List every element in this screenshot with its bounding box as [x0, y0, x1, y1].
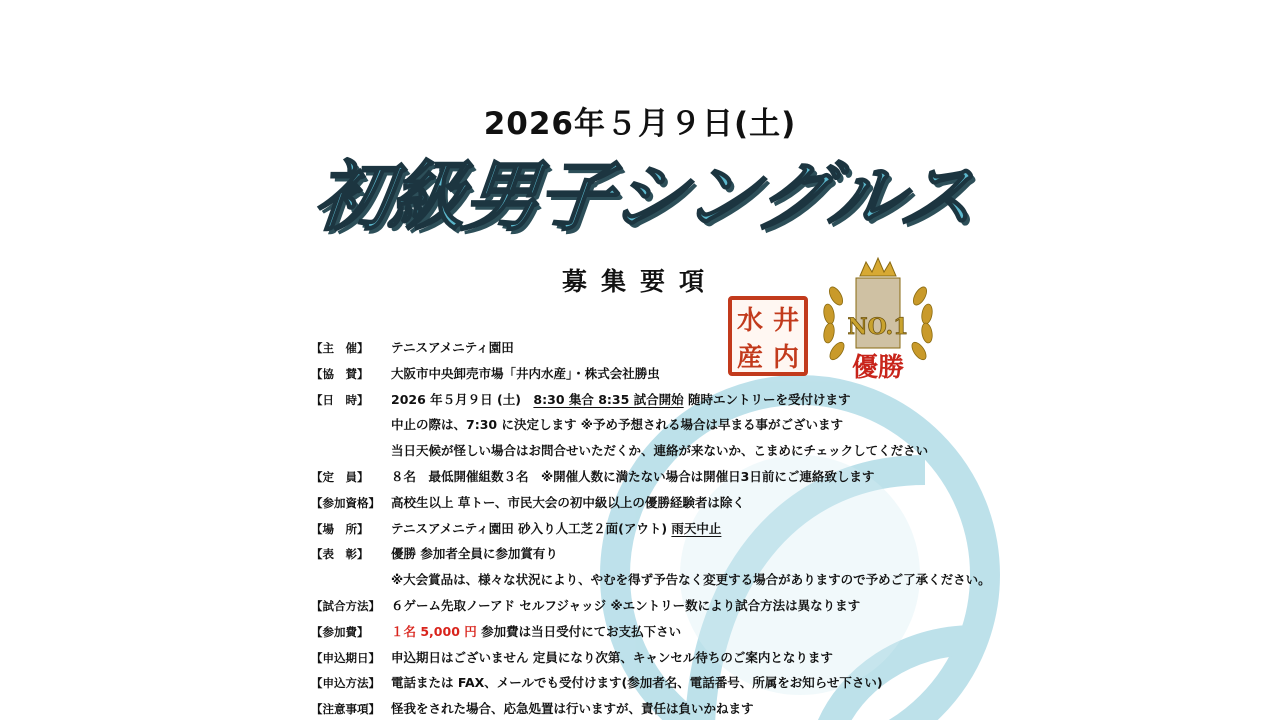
detail-row: [311, 441, 1031, 467]
detail-segment: ８名 最低開催組数３名 ※開催人数に満たない場合は開催日3日前にご連絡致します: [391, 468, 875, 484]
detail-text: [391, 596, 860, 616]
detail-row: [311, 467, 1031, 493]
detail-text: [391, 519, 721, 539]
stamp-char: 井: [772, 306, 799, 336]
stamp-char: 水: [736, 306, 763, 336]
detail-row: [311, 338, 1031, 364]
main-title-container: [310, 136, 979, 251]
detail-text: [391, 648, 833, 668]
detail-text: [391, 338, 514, 358]
detail-segment: 電話または FAX、メールでも受付けます(参加者名、電話番号、所属をお知らせ下さい): [391, 675, 883, 691]
detail-segment: テニスアメニティ園田 砂入り人工芝２面(アウト): [391, 520, 672, 536]
detail-segment: 怪我をされた場合、応急処置は行いますが、責任は負いかねます: [391, 701, 754, 717]
detail-row: [311, 622, 1031, 648]
detail-row: [311, 415, 1031, 441]
detail-segment: 当日天候が怪しい場合はお問合せいただくか、連絡が来ないか、こまめにチェックしてください: [391, 443, 929, 459]
stamp-char: 内: [772, 343, 799, 373]
detail-label: 【表 彰】: [311, 547, 369, 562]
crown-icon: [860, 258, 896, 276]
event-details: [311, 338, 1031, 725]
detail-row: [311, 519, 1031, 545]
detail-label: 【参加費】: [311, 624, 369, 639]
detail-row: [311, 544, 1031, 570]
detail-text: [391, 415, 843, 435]
detail-segment: 申込期日はございません 定員になり次第、キャンセル待ちのご案内となります: [391, 649, 833, 665]
underlined-text: 8:30 集合 8:35 試合開始: [533, 391, 684, 407]
detail-text: [391, 441, 928, 461]
underlined-text: 雨天中止: [671, 520, 722, 536]
detail-row: [311, 570, 1031, 596]
detail-row: [311, 673, 1031, 699]
detail-text: [391, 390, 851, 410]
detail-text: [391, 364, 660, 384]
detail-row: [311, 493, 1031, 519]
detail-text: [391, 673, 883, 693]
main-title: 初級男子シングルス: [310, 152, 979, 241]
detail-segment: 中止の際は、7:30 に決定します ※予め予想される場合は早まる事がございます: [391, 417, 843, 433]
detail-label: 【参加資格】: [311, 495, 380, 510]
detail-segment: 参加費は当日受付にてお支払下さい: [476, 623, 682, 639]
detail-row: [311, 390, 1031, 416]
detail-text: [391, 493, 745, 513]
detail-label: 【主 催】: [311, 341, 369, 355]
subtitle: 募集要項: [561, 267, 718, 296]
detail-row: [311, 699, 1031, 725]
detail-segment: テニスアメニティ園田: [391, 340, 514, 355]
emblem-victory-text: 優勝: [851, 353, 905, 383]
detail-label: 【注意事項】: [311, 702, 380, 717]
detail-segment: 優勝 参加者全員に参加賞有り: [391, 546, 558, 562]
detail-label: 【試合方法】: [311, 598, 380, 613]
detail-text: [391, 622, 681, 642]
emblem-no1-text: NO.1: [847, 314, 909, 340]
detail-label: 【申込方法】: [311, 676, 380, 691]
detail-text: [391, 467, 874, 487]
detail-row: [311, 648, 1031, 674]
stamp-char: 産: [736, 343, 763, 373]
event-date: 2026年５月９日(土): [483, 106, 797, 142]
detail-label: 【申込期日】: [311, 650, 380, 665]
fee-highlight: １名 5,000 円: [391, 623, 477, 639]
detail-row: [311, 596, 1031, 622]
detail-label: 【日 時】: [311, 392, 369, 407]
detail-segment: 随時エントリーを受付けます: [683, 391, 851, 407]
detail-label: 【場 所】: [311, 521, 369, 536]
detail-segment: 高校生以上 草トー、市民大会の初中級以上の優勝経験者は除く: [391, 494, 745, 510]
detail-segment: ６ゲーム先取ノーアド セルフジャッジ ※エントリー数により試合方法は異なります: [391, 597, 861, 613]
detail-segment: 大阪市中央卸売市場「井内水産」・株式会社勝虫: [391, 365, 660, 381]
detail-segment: 2026 年５月９日 (土): [391, 391, 534, 407]
detail-label: 【協 賛】: [311, 366, 369, 381]
detail-text: [391, 570, 991, 590]
detail-segment: ※大会賞品は、様々な状況により、やむを得ず予告なく変更する場合がありますので予めご了承ください。: [391, 572, 991, 588]
detail-text: [391, 699, 754, 719]
detail-row: [311, 364, 1031, 390]
detail-text: [391, 544, 558, 564]
detail-label: 【定 員】: [311, 469, 369, 484]
